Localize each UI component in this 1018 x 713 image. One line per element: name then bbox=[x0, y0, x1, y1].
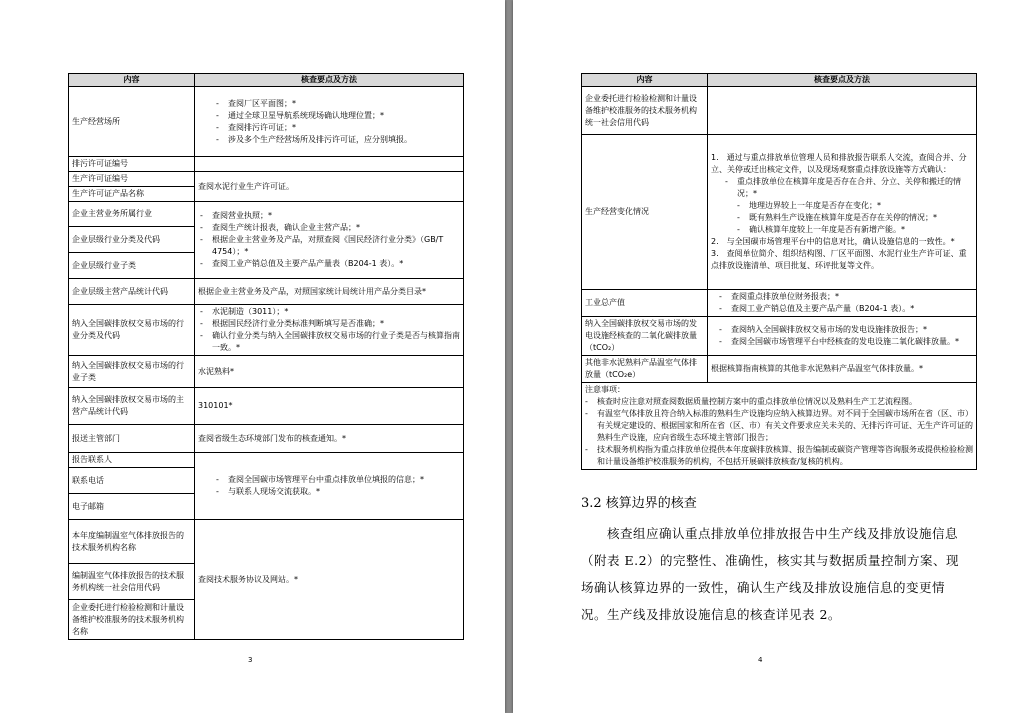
header-content: 内容 bbox=[582, 74, 708, 87]
row-label: 生产许可证编号 bbox=[69, 172, 195, 187]
row-label: 生产许可证产品名称 bbox=[69, 187, 195, 202]
list-item: - 确认行业分类与纳入全国碳排放权交易市场的行业子类是否与核算指南一致。* bbox=[200, 330, 460, 354]
page-number: 3 bbox=[248, 656, 253, 664]
row-method: 根据企业主营业务及产品，对照国家统计局统计用产品分类目录* bbox=[195, 279, 464, 305]
list-item: - 查阅厂区平面图；* bbox=[216, 98, 460, 110]
list-item: - 查阅营业执照；* bbox=[200, 210, 460, 222]
row-method: 查阅技术服务协议及网站。* bbox=[195, 520, 464, 640]
contact-items bbox=[198, 474, 460, 498]
change-sub-items bbox=[711, 200, 973, 236]
power-items bbox=[711, 324, 973, 348]
row-method bbox=[708, 135, 977, 290]
table-row bbox=[582, 356, 977, 383]
table-header bbox=[69, 74, 464, 87]
table-row bbox=[69, 356, 464, 388]
notes-title: 注意事项： bbox=[585, 385, 625, 394]
row-label: 本年度编制温室气体排放报告的技术服务机构名称 bbox=[69, 520, 195, 564]
table-row bbox=[69, 388, 464, 425]
table-row bbox=[582, 87, 977, 135]
row-label: 生产经营变化情况 bbox=[582, 135, 708, 290]
list-item: - 核查时应注意对照查阅数据质量控制方案中的重点排放单位情况以及熟料生产工艺流程图。 bbox=[585, 396, 973, 408]
row-label: 纳入全国碳排放权交易市场的主营产品统计代码 bbox=[69, 388, 195, 425]
list-item: - 查阅排污许可证；* bbox=[216, 122, 460, 134]
list-item: - 确认核算年度较上一年度是否有新增产能。* bbox=[737, 224, 973, 236]
table-row bbox=[69, 520, 464, 564]
row-label: 排污许可证编号 bbox=[69, 157, 195, 172]
row-label: 纳入全国碳排放权交易市场的行业分类及代码 bbox=[69, 305, 195, 356]
row-label: 企业层级主营产品统计代码 bbox=[69, 279, 195, 305]
row-method bbox=[195, 453, 464, 520]
list-item: - 根据企业主营业务及产品，对照查阅《国民经济行业分类》（GB/T 4754）；* bbox=[200, 234, 460, 258]
row-method: 水泥熟料* bbox=[195, 356, 464, 388]
row-label: 报送主管部门 bbox=[69, 425, 195, 453]
table-row bbox=[582, 317, 977, 356]
notes-row bbox=[582, 383, 977, 470]
row-method: 根据核算指南核算的其他非水泥熟料产品温室气体排放量。* bbox=[708, 356, 977, 383]
table-row bbox=[69, 87, 464, 157]
list-item: - 重点排放单位在核算年度是否存在合并、分立、关停和搬迁的情况；* bbox=[725, 176, 973, 200]
change-step-2: 2. 与全国碳市场管理平台中的信息对比，确认设施信息的一致性。* bbox=[711, 237, 955, 246]
header-content: 内容 bbox=[69, 74, 195, 87]
row-label: 企业主营业务所属行业 bbox=[69, 202, 195, 227]
row-label: 纳入全国碳排放权交易市场的行业子类 bbox=[69, 356, 195, 388]
row-label: 报告联系人 bbox=[69, 453, 195, 468]
list-item: - 技术服务机构指为重点排放单位提供本年度碳排放核算、报告编制或碳资产管理等咨询服务或提供检验检测和计量设备维护校准服务的机构，不包括开展碳排放核查/复核的机构。 bbox=[585, 444, 973, 468]
industry-items bbox=[198, 210, 460, 270]
table-row bbox=[69, 202, 464, 227]
row-label: 生产经营场所 bbox=[69, 87, 195, 157]
list-item: - 根据国民经济行业分类标准判断填写是否准确；* bbox=[200, 318, 460, 330]
row-method bbox=[195, 202, 464, 279]
table-row bbox=[69, 425, 464, 453]
row-method bbox=[708, 290, 977, 317]
change-sub bbox=[711, 176, 973, 200]
page-number: 4 bbox=[758, 656, 763, 664]
verification-table-left bbox=[68, 73, 464, 640]
header-method: 核查要点及方法 bbox=[708, 74, 977, 87]
row-label: 纳入全国碳排放权交易市场的发电设施经核查的二氧化碳排放量（tCO₂） bbox=[582, 317, 708, 356]
row-method: 310101* bbox=[195, 388, 464, 425]
list-item: - 查阅工业产销总值及主要产品产量（B204-1 表）。* bbox=[719, 303, 973, 315]
list-item: - 既有熟料生产设施在核算年度是否存在关停的情况；* bbox=[737, 212, 973, 224]
list-item: - 查阅工业产销总值及主要产品产量表（B204-1 表）。* bbox=[200, 258, 460, 270]
table-row bbox=[582, 135, 977, 290]
header-method: 核查要点及方法 bbox=[195, 74, 464, 87]
table-row bbox=[69, 453, 464, 468]
verification-table-right bbox=[581, 73, 977, 470]
table-header bbox=[582, 74, 977, 87]
table-row bbox=[69, 305, 464, 356]
list-item: - 查阅全国碳市场管理平台中重点排放单位填报的信息；* bbox=[216, 474, 460, 486]
table-row bbox=[69, 279, 464, 305]
list-item: - 地理边界较上一年度是否存在变化；* bbox=[737, 200, 973, 212]
page-3 bbox=[0, 0, 505, 713]
table-row bbox=[582, 290, 977, 317]
output-items bbox=[711, 291, 973, 315]
list-item: - 查阅全国碳市场管理平台中经核查的发电设施二氧化碳排放量。* bbox=[719, 336, 973, 348]
change-step-3: 3. 查阅单位简介、组织结构图、厂区平面图、水泥行业生产许可证、重点排放设施清单、项目批复、环评批复等文件。 bbox=[711, 249, 967, 270]
list-item: - 查阅生产统计报表，确认企业主营产品；* bbox=[200, 222, 460, 234]
page-4 bbox=[513, 0, 1018, 713]
row-label: 企业委托进行检验检测和计量设备维护校准服务的技术服务机构名称 bbox=[69, 600, 195, 640]
row-label: 企业层级行业分类及代码 bbox=[69, 227, 195, 253]
row-label: 企业委托进行检验检测和计量设备维护校准服务的技术服务机构统一社会信用代码 bbox=[582, 87, 708, 135]
site-items bbox=[198, 98, 460, 146]
list-item: - 通过全球卫星导航系统现场确认地理位置；* bbox=[216, 110, 460, 122]
row-method bbox=[195, 87, 464, 157]
row-method: 查阅水泥行业生产许可证。 bbox=[195, 172, 464, 202]
list-item: - 查阅重点排放单位财务报表；* bbox=[719, 291, 973, 303]
section-heading: 3.2 核算边界的核查 bbox=[581, 496, 697, 511]
notes-cell bbox=[582, 383, 977, 470]
list-item: - 水泥制造（3011）；* bbox=[200, 306, 460, 318]
row-label: 工业总产值 bbox=[582, 290, 708, 317]
market-class-items bbox=[198, 306, 460, 354]
row-label: 企业层级行业子类 bbox=[69, 253, 195, 279]
body-paragraph: 核查组应确认重点排放单位排放报告中生产线及排放设施信息（附表 E.2）的完整性、准确性，核实其与数据质量控制方案、现场确认核算边界的一致性，确认生产线及排放设施信息的变更情况。生产线及排放设施信息的核查详见表 2。 bbox=[581, 526, 960, 622]
notes-list bbox=[585, 396, 973, 468]
row-method bbox=[708, 87, 977, 135]
table-row bbox=[69, 157, 464, 172]
list-item: - 涉及多个生产经营场所及排污许可证，应分别填报。 bbox=[216, 134, 460, 146]
row-method bbox=[708, 317, 977, 356]
list-item: - 有温室气体排放且符合纳入标准的熟料生产设施均应纳入核算边界。对不同于全国碳市场所在省（区、市）有关规定建设的、根据国家和所在省（区、市）有关文件要求应关未关的、无排污许可证、无生产许可证的熟料生产设施，应向省级生态环境主管部门报告； bbox=[585, 408, 973, 444]
row-label: 其他非水泥熟料产品温室气体排放量（tCO₂e） bbox=[582, 356, 708, 383]
list-item: - 查阅纳入全国碳排放权交易市场的发电设施排放报告；* bbox=[719, 324, 973, 336]
row-label: 电子邮箱 bbox=[69, 494, 195, 520]
change-step-1: 1. 通过与重点排放单位管理人员和排放报告联系人交流，查阅合并、分立、关停或迁出核定文件，以及现场观察重点排放设施等方式确认： bbox=[711, 153, 967, 174]
row-label: 编制温室气体排放报告的技术服务机构统一社会信用代码 bbox=[69, 564, 195, 600]
row-label: 联系电话 bbox=[69, 468, 195, 494]
row-method bbox=[195, 305, 464, 356]
list-item: - 与联系人现场交流获取。* bbox=[216, 486, 460, 498]
row-method bbox=[195, 157, 464, 172]
table-row bbox=[69, 172, 464, 187]
row-method: 查阅省级生态环境部门发布的核查通知。* bbox=[195, 425, 464, 453]
